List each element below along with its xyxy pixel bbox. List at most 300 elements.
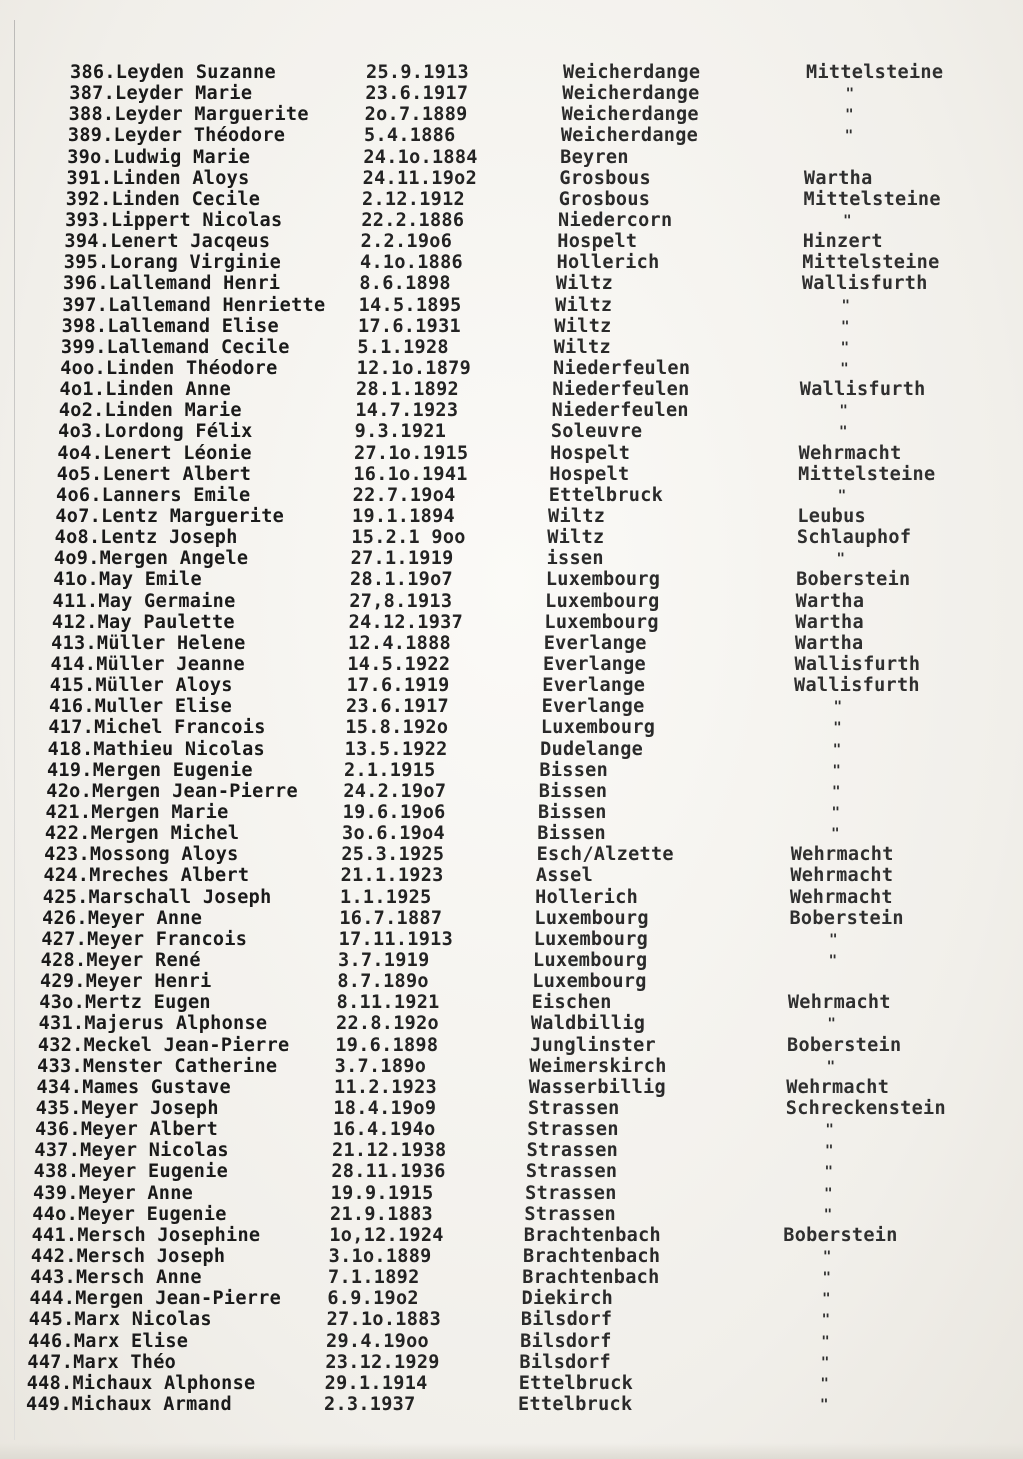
- entry-name: 439.Meyer Anne: [32, 1182, 194, 1204]
- entry-name: 4o1.Linden Anne: [59, 379, 232, 401]
- entry-name: 4o7.Lentz Marguerite: [55, 506, 285, 527]
- entry-dest: ": [820, 1354, 830, 1371]
- entry-name: 392.Linden Cecile: [65, 188, 261, 210]
- entry-date: 21.1.1923: [340, 865, 444, 887]
- list-item: [0, 760, 1000, 782]
- entry-place: Hollerich: [556, 252, 660, 274]
- entry-date: 23.12.1929: [325, 1351, 440, 1373]
- entry-name: 432.Meckel Jean-Pierre: [37, 1034, 290, 1056]
- entry-place: Hospelt: [550, 442, 631, 464]
- entry-date: 5.4.1886: [364, 125, 456, 147]
- list-item: [0, 464, 1000, 486]
- entry-name: 39o.Ludwig Marie: [67, 146, 251, 168]
- list-item: [0, 1331, 1000, 1353]
- entry-dest: ": [820, 1397, 829, 1413]
- list-item: [0, 83, 1000, 105]
- list-item: [0, 125, 1000, 147]
- list-item: [0, 273, 1000, 295]
- list-item: [0, 295, 1000, 317]
- entry-name: 449.Michaux Armand: [26, 1394, 232, 1415]
- entry-dest: Wehrmacht: [790, 865, 894, 887]
- entry-dest: Wallisfurth: [799, 379, 926, 401]
- entry-dest: ": [823, 1206, 833, 1223]
- entry-name: 417.Michel Francois: [48, 717, 266, 739]
- entry-place: Luxembourg: [540, 717, 656, 739]
- entry-name: 428.Meyer René: [40, 950, 201, 971]
- entry-date: 25.3.1925: [341, 844, 445, 866]
- list-item: [0, 612, 1000, 634]
- entry-date: 5.1.1928: [357, 336, 449, 358]
- entry-name: 4oo.Linden Théodore: [60, 358, 278, 379]
- list-item: [0, 62, 1000, 84]
- list-item: [0, 1267, 1000, 1289]
- entry-dest: ": [836, 551, 846, 568]
- entry-name: 388.Leyder Marguerite: [68, 104, 309, 126]
- list-item: [0, 421, 1000, 443]
- entry-dest: Wallisfurth: [801, 273, 928, 295]
- entry-dest: ": [833, 699, 843, 716]
- entry-date: 4.1o.1886: [360, 252, 463, 274]
- entry-dest: Wartha: [795, 590, 865, 612]
- entry-dest: Wartha: [803, 167, 873, 189]
- entry-place: Strassen: [525, 1182, 617, 1204]
- entry-name: 437.Meyer Nicolas: [34, 1140, 229, 1162]
- entry-dest: ": [824, 1143, 834, 1160]
- entry-date: 21.9.1883: [330, 1203, 433, 1225]
- entry-date: 28.1.19o7: [350, 569, 453, 591]
- entry-dest: ": [825, 1122, 835, 1139]
- entry-name: 443.Mersch Anne: [30, 1267, 202, 1289]
- list-item: [0, 675, 1000, 697]
- entry-dest: Hinzert: [802, 231, 883, 253]
- list-item: [0, 887, 1000, 909]
- entry-name: 414.Müller Jeanne: [50, 654, 245, 675]
- list-item: [0, 316, 1000, 338]
- entry-dest: Mittelsteine: [802, 252, 940, 274]
- entry-date: 28.1.1892: [356, 379, 459, 401]
- entry-date: 25.9.1913: [366, 62, 469, 83]
- entry-name: 424.Mreches Albert: [43, 865, 250, 887]
- list-item: [0, 992, 1000, 1014]
- entry-name: 446.Marx Elise: [28, 1330, 189, 1352]
- list-item: [0, 1035, 1000, 1057]
- entry-dest: ": [821, 1312, 831, 1329]
- list-item: [0, 654, 1000, 676]
- entry-name: 438.Meyer Eugenie: [33, 1161, 229, 1183]
- list-item: [0, 400, 1000, 422]
- entry-place: Everlange: [543, 632, 647, 654]
- list-item: [0, 527, 1000, 549]
- entry-name: 44o.Meyer Eugenie: [32, 1203, 227, 1225]
- list-item: [0, 569, 1000, 591]
- entry-place: Luxembourg: [545, 590, 660, 612]
- entry-name: 387.Leyder Marie: [69, 83, 253, 105]
- entry-name: 448.Michaux Alphonse: [26, 1372, 256, 1394]
- entry-date: 23.6.1917: [365, 83, 469, 105]
- entry-name: 4o2.Linden Marie: [58, 400, 242, 422]
- list-item: [0, 1140, 1000, 1162]
- entry-name: 42o.Mergen Jean-Pierre: [46, 780, 298, 802]
- entry-name: 433.Menster Catherine: [37, 1055, 278, 1077]
- entry-name: 431.Majerus Alphonse: [38, 1013, 268, 1035]
- list-item: [0, 591, 1000, 613]
- entry-date: 28.11.1936: [331, 1161, 446, 1183]
- entry-dest: ": [841, 297, 851, 314]
- entry-date: 19.6.19o6: [342, 802, 446, 823]
- entry-place: Luxembourg: [533, 950, 648, 971]
- list-item: [0, 802, 1000, 824]
- entry-date: 21.12.1938: [332, 1140, 447, 1162]
- list-item: [0, 252, 1000, 274]
- entry-date: 2.12.1912: [362, 188, 465, 210]
- entry-dest: Schlauphof: [796, 527, 912, 549]
- entry-place: Weicherdange: [561, 104, 699, 126]
- entry-name: 434.Mames Gustave: [36, 1076, 231, 1098]
- entry-place: Niederfeulen: [552, 379, 690, 401]
- entry-place: Grosbous: [558, 188, 651, 210]
- entry-name: 4o3.Lordong Félix: [58, 421, 253, 443]
- entry-place: Hospelt: [549, 463, 630, 485]
- entry-dest: Wallisfurth: [794, 654, 921, 675]
- entry-date: 9.3.1921: [354, 421, 447, 443]
- entry-dest: ": [826, 1058, 836, 1075]
- entry-dest: ": [845, 107, 854, 124]
- list-item: [0, 739, 1000, 761]
- entry-place: Luxembourg: [532, 971, 647, 993]
- list-item: [0, 865, 1000, 887]
- entry-dest: Boberstein: [789, 907, 904, 929]
- entry-name: 396.Lallemand Henri: [63, 273, 281, 295]
- entry-date: 19.6.1898: [335, 1034, 439, 1056]
- entry-place: Weicherdange: [562, 83, 700, 105]
- entry-date: 29.1.1914: [324, 1372, 428, 1394]
- list-item: [0, 929, 1000, 951]
- entry-name: 43o.Mertz Eugen: [39, 992, 211, 1014]
- entry-dest: Wartha: [794, 632, 864, 654]
- entry-dest: ": [840, 361, 849, 377]
- list-item: [0, 844, 1000, 866]
- entry-place: Wiltz: [548, 506, 606, 527]
- entry-place: Wasserbillig: [528, 1076, 666, 1098]
- entry-place: Ettelbruck: [518, 1372, 634, 1394]
- entry-place: Wiltz: [554, 315, 612, 337]
- list-item: [0, 189, 1000, 211]
- entry-name: 399.Lallemand Cecile: [60, 336, 290, 358]
- entry-place: Niedercorn: [558, 210, 673, 231]
- entry-date: 3.1o.1889: [328, 1246, 432, 1267]
- entry-place: Bissen: [539, 759, 609, 781]
- entry-name: 391.Linden Aloys: [66, 167, 250, 189]
- entry-place: Luxembourg: [534, 907, 649, 929]
- entry-dest: Mittelsteine: [803, 188, 941, 210]
- entry-name: 422.Mergen Michel: [44, 823, 240, 845]
- entry-name: 429.Meyer Henri: [39, 971, 212, 993]
- list-item: [0, 1246, 1000, 1268]
- entry-date: 29.4.19oo: [326, 1330, 429, 1352]
- list-item: [0, 147, 1000, 169]
- entry-place: Hollerich: [535, 886, 639, 908]
- entry-dest: ": [821, 1333, 830, 1350]
- list-item: [0, 1183, 1000, 1205]
- list-item: [0, 1161, 1000, 1183]
- entry-name: 444.Mergen Jean-Pierre: [29, 1288, 282, 1310]
- entry-place: Brachtenbach: [523, 1246, 661, 1267]
- entry-name: 4o4.Lenert Léonie: [57, 442, 252, 464]
- entry-dest: ": [820, 1375, 830, 1392]
- list-item: [0, 1077, 1000, 1099]
- entry-name: 426.Meyer Anne: [42, 907, 203, 929]
- entry-place: Dudelange: [540, 738, 644, 760]
- entry-place: Diekirch: [521, 1288, 614, 1310]
- entry-date: 18.4.19o9: [333, 1098, 437, 1119]
- list-item: [0, 1352, 1000, 1374]
- entry-dest: ": [844, 128, 854, 145]
- list-item: [0, 1225, 1000, 1247]
- entry-place: Luxembourg: [544, 611, 659, 633]
- list-item: [0, 485, 1000, 507]
- entry-date: 22.7.19o4: [352, 484, 456, 506]
- entry-date: 2.1.1915: [344, 759, 436, 781]
- entry-dest: Wallisfurth: [794, 675, 920, 697]
- entry-date: 24.11.19o2: [362, 167, 478, 189]
- entry-place: Eischen: [531, 992, 612, 1014]
- list-item: [0, 971, 1000, 993]
- entry-place: Everlange: [543, 654, 646, 675]
- list-item: [0, 1098, 1000, 1120]
- entry-name: 418.Mathieu Nicolas: [47, 738, 265, 760]
- entry-date: 6.9.19o2: [327, 1288, 419, 1310]
- entry-date: 24.1o.1884: [363, 146, 478, 168]
- list-item: [0, 1013, 1000, 1035]
- entry-place: Brachtenbach: [522, 1267, 660, 1289]
- entry-dest: Wehrmacht: [789, 886, 893, 908]
- entry-place: Assel: [535, 865, 594, 887]
- entry-place: Wiltz: [547, 527, 605, 549]
- entry-dest: Wehrmacht: [790, 844, 894, 866]
- entry-name: 395.Lorang Virginie: [63, 252, 282, 274]
- entry-name: 397.Lallemand Henriette: [62, 294, 326, 316]
- entry-place: Weicherdange: [560, 125, 699, 147]
- entry-dest: ": [831, 826, 840, 843]
- entry-date: 11.2.1923: [334, 1076, 437, 1098]
- entry-dest: Wehrmacht: [787, 992, 891, 1014]
- entry-date: 14.7.1923: [355, 400, 459, 422]
- entry-place: Ettelbruck: [518, 1394, 633, 1415]
- list-item: [0, 908, 1000, 930]
- list-item: [0, 1373, 1000, 1395]
- entry-dest: ": [829, 931, 838, 948]
- entry-name: 4o5.Lenert Albert: [56, 463, 252, 485]
- entry-date: 3.7.1919: [338, 950, 430, 971]
- entry-date: 2o.7.1889: [364, 104, 468, 126]
- entry-place: Weicherdange: [563, 62, 701, 83]
- entry-date: 3o.6.19o4: [342, 823, 445, 845]
- entry-place: Wiltz: [555, 273, 614, 295]
- entry-date: 12.4.1888: [348, 632, 451, 654]
- entry-place: Niederfeulen: [551, 400, 689, 422]
- entry-place: Niederfeulen: [553, 358, 691, 379]
- entry-dest: ": [822, 1249, 832, 1265]
- entry-date: 24.12.1937: [348, 611, 464, 633]
- entry-date: 27,8.1913: [349, 590, 453, 612]
- entry-place: Bissen: [537, 823, 606, 845]
- entry-place: Bilsdorf: [520, 1330, 612, 1352]
- entry-date: 24.2.19o7: [343, 780, 447, 802]
- entry-place: Luxembourg: [545, 569, 661, 591]
- entry-place: Strassen: [525, 1161, 618, 1183]
- entry-place: Beyren: [560, 146, 629, 168]
- entry-dest: ": [827, 1016, 837, 1033]
- entry-date: 2.2.19o6: [360, 231, 453, 253]
- list-item: [0, 337, 1000, 359]
- entry-place: Junglinster: [530, 1034, 656, 1056]
- entry-place: Esch/Alzette: [536, 844, 674, 866]
- list-item: [0, 1394, 1000, 1416]
- list-item: [0, 781, 1000, 803]
- entry-place: Brachtenbach: [523, 1224, 661, 1246]
- entry-place: Luxembourg: [533, 928, 649, 950]
- entry-name: 394.Lenert Jacqeus: [64, 231, 271, 253]
- entry-date: 22.8.192o: [336, 1013, 439, 1035]
- entry-dest: Mittelsteine: [806, 62, 944, 83]
- entry-place: Hospelt: [557, 231, 638, 253]
- entry-name: 398.Lallemand Elise: [61, 315, 279, 337]
- entry-dest: ": [831, 783, 841, 800]
- entry-date: 14.5.1922: [347, 654, 451, 675]
- list-item: [0, 1309, 1000, 1331]
- entry-date: 7.1.1892: [328, 1267, 420, 1289]
- list-item: [0, 231, 1000, 253]
- entry-name: 413.Müller Helene: [51, 632, 246, 654]
- entry-dest: ": [838, 424, 848, 441]
- entry-date: 22.2.1886: [361, 210, 465, 231]
- list-item: [0, 210, 1000, 232]
- entry-date: 16.7.1887: [339, 907, 443, 929]
- entry-name: 436.Meyer Albert: [35, 1119, 219, 1141]
- entry-name: 447.Marx Théo: [27, 1351, 177, 1373]
- entry-dest: Wehrmacht: [798, 442, 902, 464]
- entry-date: 16.4.194o: [332, 1119, 436, 1141]
- entry-date: 3.7.189o: [334, 1055, 427, 1077]
- entry-date: 17.6.1931: [358, 315, 461, 337]
- entry-place: Strassen: [524, 1203, 616, 1225]
- entry-dest: Wehrmacht: [786, 1076, 890, 1098]
- entry-place: Bilsdorf: [519, 1351, 611, 1373]
- list-item: [0, 633, 1000, 655]
- entry-date: 16.1o.1941: [353, 463, 468, 485]
- entry-name: 421.Mergen Marie: [45, 802, 229, 823]
- entry-place: Wiltz: [555, 294, 613, 316]
- entry-date: 2.3.1937: [324, 1394, 416, 1415]
- entry-place: Soleuvre: [550, 421, 643, 443]
- entry-name: 441.Mersch Josephine: [31, 1224, 261, 1246]
- list-item: [0, 950, 1000, 972]
- entry-place: Bissen: [538, 802, 607, 823]
- entry-name: 4o8.Lentz Joseph: [54, 527, 238, 549]
- entry-name: 425.Marschall Joseph: [42, 886, 272, 908]
- entry-dest: ": [822, 1291, 831, 1308]
- entry-dest: Wartha: [795, 611, 864, 633]
- entry-date: 8.11.1921: [336, 992, 440, 1014]
- entry-date: 17.6.1919: [346, 675, 450, 697]
- entry-dest: Boberstein: [796, 569, 911, 591]
- entry-place: Weimerskirch: [529, 1055, 667, 1077]
- list-item: [0, 1288, 1000, 1310]
- list-item: [0, 443, 1000, 465]
- list-item: [0, 506, 1000, 528]
- entry-date: 27.1o.1883: [326, 1309, 442, 1331]
- entry-date: 19.1.1894: [352, 506, 455, 527]
- entry-date: 8.7.189o: [337, 971, 429, 993]
- entry-date: 27.1o.1915: [354, 442, 469, 464]
- entry-date: 17.11.1913: [338, 928, 454, 950]
- entry-dest: ": [843, 213, 852, 229]
- list-item: [0, 823, 1000, 845]
- entry-date: 15.2.1 9oo: [351, 527, 466, 549]
- entry-name: 411.May Germaine: [52, 590, 236, 612]
- list-item: [0, 1056, 1000, 1078]
- entry-dest: ": [845, 86, 855, 103]
- list-item: [0, 696, 1000, 718]
- entry-dest: Mittelsteine: [798, 463, 936, 485]
- entry-name: 423.Mossong Aloys: [44, 844, 239, 866]
- entry-place: issen: [546, 548, 604, 570]
- entry-place: Strassen: [528, 1098, 620, 1119]
- entry-date: 13.5.1922: [344, 738, 448, 760]
- entry-date: 1.1.1925: [340, 886, 432, 908]
- entry-place: Everlange: [541, 696, 645, 718]
- entry-place: Strassen: [526, 1140, 619, 1162]
- entry-dest: ": [824, 1185, 833, 1202]
- entry-dest: ": [824, 1164, 834, 1181]
- entry-place: Everlange: [542, 675, 646, 697]
- entry-place: Wiltz: [553, 336, 611, 358]
- entry-date: 27.1.1919: [350, 548, 454, 570]
- entry-dest: ": [833, 720, 842, 737]
- entry-dest: Leubus: [797, 506, 866, 527]
- entry-dest: ": [822, 1270, 832, 1287]
- entry-name: 435.Meyer Joseph: [35, 1098, 219, 1119]
- entry-dest: ": [837, 487, 847, 504]
- page-bottom-shadow: [0, 1443, 1023, 1459]
- entry-name: 412.May Paulette: [51, 611, 235, 633]
- list-item: [0, 1119, 1000, 1141]
- entry-date: 8.6.1898: [359, 273, 451, 295]
- entry-date: 14.5.1895: [358, 294, 462, 316]
- entry-name: 389.Leyder Théodore: [67, 125, 286, 147]
- entry-date: 19.9.1915: [330, 1182, 434, 1204]
- entry-name: 445.Marx Nicolas: [28, 1309, 212, 1331]
- entry-dest: Boberstein: [787, 1034, 902, 1056]
- list-item: [0, 1204, 1000, 1226]
- entry-name: 442.Mersch Joseph: [30, 1246, 226, 1267]
- entry-name: 4o6.Lanners Emile: [56, 484, 251, 506]
- entry-place: Strassen: [527, 1119, 619, 1141]
- list-item: [0, 717, 1000, 739]
- entry-place: Ettelbruck: [548, 484, 664, 506]
- entry-dest: Schreckenstein: [785, 1098, 946, 1119]
- entry-name: 393.Lippert Nicolas: [65, 210, 283, 231]
- entry-place: Bissen: [538, 780, 608, 802]
- entry-place: Bilsdorf: [520, 1309, 613, 1331]
- entry-dest: ": [839, 403, 849, 420]
- entry-name: 427.Meyer Francois: [41, 928, 248, 950]
- entry-dest: ": [832, 741, 842, 758]
- entry-dest: Boberstein: [783, 1224, 898, 1246]
- entry-date: 23.6.1917: [346, 696, 449, 718]
- entry-dest: ": [832, 762, 842, 779]
- entry-name: 41o.May Emile: [53, 569, 202, 591]
